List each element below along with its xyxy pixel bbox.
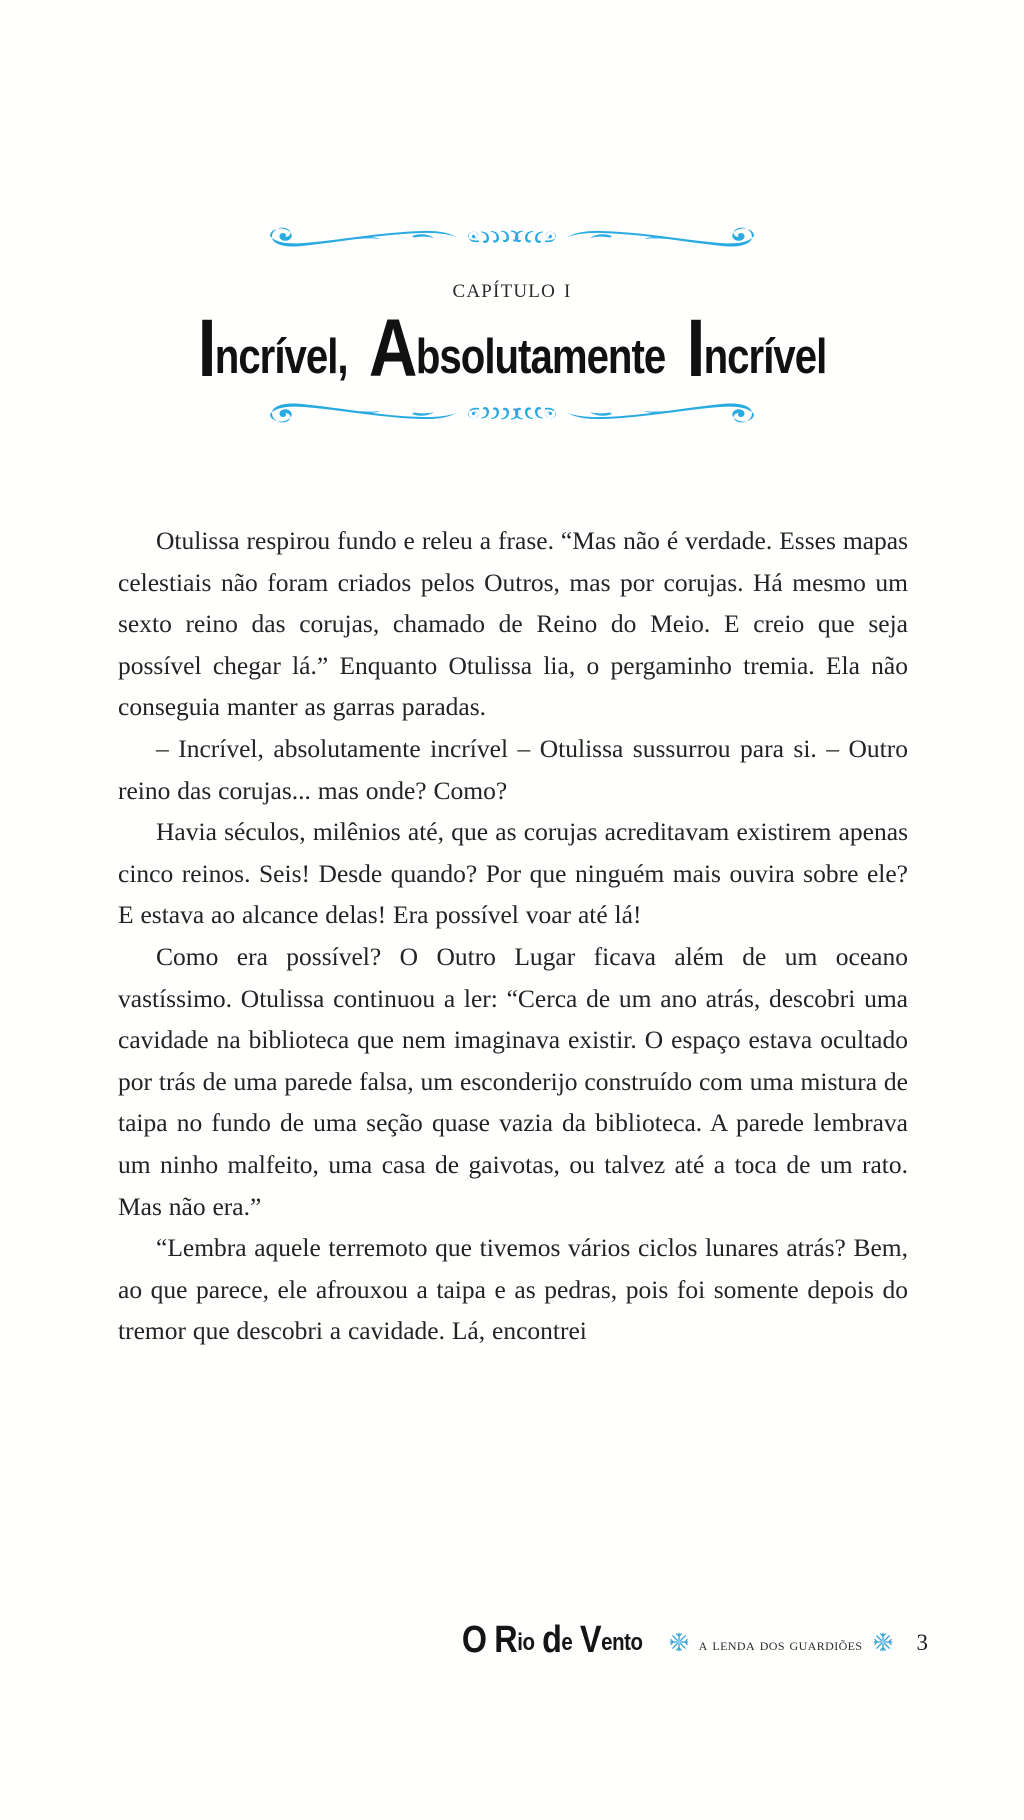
snowflake-icon — [668, 1631, 690, 1653]
chapter-title-word — [686, 302, 827, 394]
page-footer — [0, 1619, 1024, 1661]
flourish-ornament-top — [262, 222, 762, 252]
drop-cap: A — [368, 302, 416, 394]
chapter-title-word — [368, 302, 666, 394]
word-rest: ncrível — [703, 329, 827, 384]
word-rest: ento — [601, 1629, 643, 1656]
drop-cap: I — [686, 302, 704, 394]
word-rest: bsolutamente — [415, 329, 666, 384]
drop-cap: I — [197, 302, 215, 394]
series-title: a lenda dos guardiões — [698, 1635, 863, 1654]
paragraph: “Lembra aquele terremoto que tivemos vários ciclos lunares atrás? Bem, ao que parece, ele afrouxou a taipa e as pedras, pois foi somente depois do tremor que descobri a cavidade. Lá, encontrei — [118, 1233, 908, 1346]
page-number: 3 — [916, 1630, 928, 1655]
paragraph: – Incrível, absolutamente incrível – Otulissa sussurrou para si. – Outro reino das corujas... mas onde? Como? — [118, 733, 908, 805]
chapter-title-word — [197, 302, 348, 394]
paragraph: Como era possível? O Outro Lugar ficava além de um oceano vastíssimo. Otulissa continuou a ler: “Cerca de um ano atrás, descobri uma cavidade na biblioteca que nem imaginava existir. O espaço estava ocultado por trás de uma parede falsa, um esconderijo construído com uma mistura de taipa no fundo de uma seção quase vazia da biblioteca. A parede lembrava um ninho malfeito, uma casa de gaivotas, ou talvez até a toca de um rato. Mas não era.” — [118, 941, 908, 1221]
drop-cap: O — [462, 1619, 487, 1661]
snowflake-icon — [872, 1631, 894, 1653]
paragraph: Havia séculos, milênios até, que as corujas acreditavam existirem apenas cinco reinos. Seis! Desde quando? Por que ninguém mais ouvira sobre ele? E estava ao alcance delas! Era possível voar até lá! — [118, 817, 908, 930]
drop-cap: d — [542, 1619, 562, 1661]
drop-cap: R — [494, 1619, 518, 1661]
chapter-heading — [0, 222, 1024, 428]
word-rest: e — [561, 1629, 573, 1656]
body-text-column — [118, 520, 908, 1352]
chapter-title — [92, 302, 932, 394]
word-rest: ncrível, — [214, 329, 348, 384]
paragraph: Otulissa respirou fundo e releu a frase. “Mas não é verdade. Esses mapas celestiais não foram criados pelos Outros, mas por corujas. Há mesmo um sexto reino das corujas, chamado de Reino do Meio. E creio que seja possível chegar lá.” Enquanto Otulissa lia, o pergaminho tremia. Ela não conseguia manter as garras paradas. — [118, 526, 908, 722]
word-rest: io — [517, 1629, 535, 1656]
drop-cap: V — [580, 1619, 602, 1661]
running-book-title — [462, 1619, 643, 1661]
flourish-ornament-bottom — [262, 398, 762, 428]
chapter-label: capítulo i — [452, 273, 572, 303]
